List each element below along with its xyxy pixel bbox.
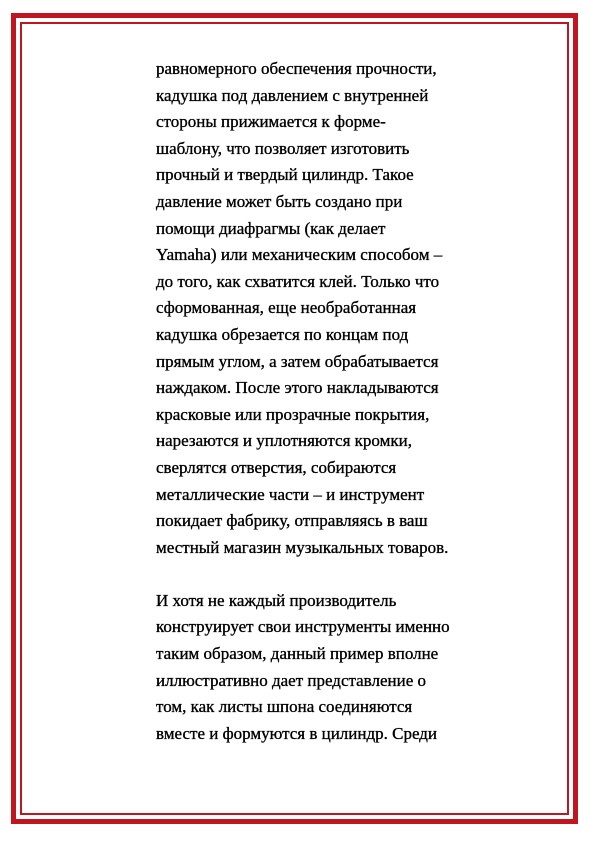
text-line: нарезаются и уплотняются кромки,	[156, 431, 412, 451]
text-line: красковые или прозрачные покрытия,	[156, 404, 430, 424]
text-line: вместе и формуются в цилиндр. Среди	[156, 723, 438, 743]
text-line: давление может быть создано при	[156, 191, 403, 211]
text-line: кадушка обрезается по концам под	[156, 324, 409, 344]
paragraph-1	[156, 56, 516, 561]
text-line: конструирует свои инструменты именно	[156, 617, 450, 637]
text-line: стороны прижимается к форме-	[156, 112, 386, 132]
text-line: шаблону, что позволяет изготовить	[156, 138, 410, 158]
text-line: прочный и твердый цилиндр. Такое	[156, 165, 414, 185]
text-line: наждаком. После этого накладываются	[156, 378, 439, 398]
text-line: сформованная, еще необработанная	[156, 298, 417, 318]
text-line: Yamaha) или механическим способом –	[156, 245, 443, 265]
text-line: кадушка под давлением с внутренней	[156, 85, 429, 105]
body-text	[156, 56, 516, 747]
text-line: таким образом, данный пример вполне	[156, 644, 439, 664]
text-line: покидает фабрику, отправляясь в ваш	[156, 511, 428, 531]
text-line: равномерного обеспечения прочности,	[156, 59, 437, 78]
text-line: до того, как схватится клей. Только что	[156, 271, 440, 291]
text-line: том, как листы шпона соединяются	[156, 697, 413, 717]
text-line: иллюстративно дает представление о	[156, 670, 426, 690]
paragraph-2	[156, 588, 516, 748]
text-line: И хотя не каждый производитель	[156, 590, 397, 610]
paragraph-spacer	[156, 561, 516, 588]
text-line: местный магазин музыкальных товаров.	[156, 537, 449, 557]
text-line: сверлятся отверстия, собираются	[156, 457, 397, 477]
text-line: помощи диафрагмы (как делает	[156, 218, 386, 238]
text-line: металлические части – и инструмент	[156, 484, 425, 504]
text-line: прямым углом, а затем обрабатывается	[156, 351, 439, 371]
